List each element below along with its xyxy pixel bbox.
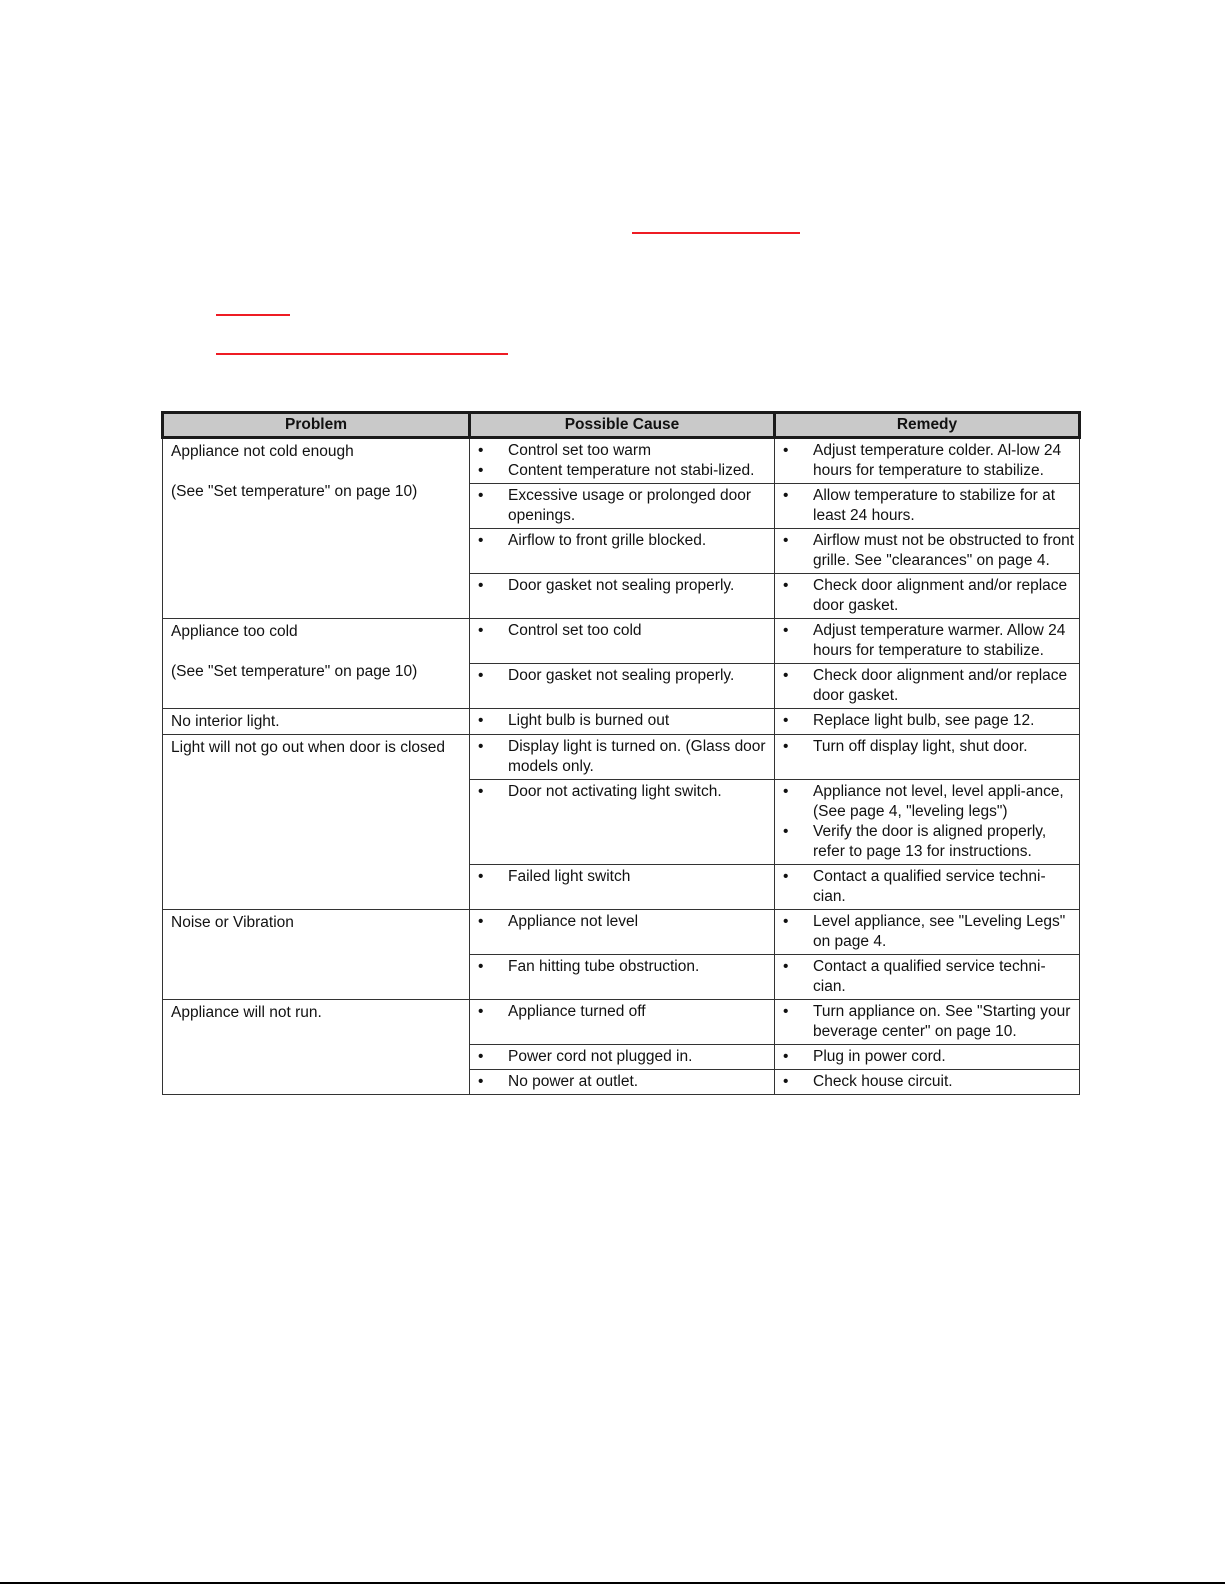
- table-row: [163, 619, 1080, 664]
- remedy-item: • Check door alignment and/or replace door gasket.: [781, 666, 1075, 706]
- cause-cell: [470, 1045, 775, 1070]
- table-row: [163, 910, 1080, 955]
- bullet-list: [781, 441, 1075, 481]
- bullet-list: [781, 486, 1075, 526]
- cause-item: • Appliance turned off: [476, 1002, 770, 1022]
- cause-cell: [470, 709, 775, 735]
- remedy-item: • Appliance not level, level appli-ance, (See page 4, "leveling legs"): [781, 782, 1075, 822]
- cause-cell: [470, 865, 775, 910]
- page-bottom-rule: [0, 1582, 1225, 1584]
- remedy-cell: [775, 709, 1080, 735]
- remedy-item: • Check door alignment and/or replace door gasket.: [781, 576, 1075, 616]
- bullet-list: [476, 867, 770, 887]
- bullet-list: [781, 1047, 1075, 1067]
- bullet-list: [476, 711, 770, 731]
- red-underline-rule: [632, 232, 800, 234]
- bullet-list: [781, 1002, 1075, 1042]
- cause-cell: [470, 438, 775, 484]
- problem-cell: [163, 709, 470, 735]
- cause-item: • Door gasket not sealing properly.: [476, 576, 770, 596]
- remedy-cell: [775, 1070, 1080, 1095]
- remedy-item: • Plug in power cord.: [781, 1047, 1075, 1067]
- bullet-list: [476, 441, 770, 481]
- cause-item: • Airflow to front grille blocked.: [476, 531, 770, 551]
- bullet-list: [781, 1072, 1075, 1092]
- table-row: [163, 709, 1080, 735]
- remedy-item: • Contact a qualified service techni-cian.: [781, 957, 1075, 997]
- cause-cell: [470, 574, 775, 619]
- bullet-list: [781, 531, 1075, 571]
- troubleshooting-table: [161, 411, 1081, 1095]
- cause-item: • Fan hitting tube obstruction.: [476, 957, 770, 977]
- red-underline-rule: [216, 314, 290, 316]
- red-underline-rule: [216, 353, 508, 355]
- bullet-list: [781, 621, 1075, 661]
- cause-item: • Appliance not level: [476, 912, 770, 932]
- problem-note: (See "Set temperature" on page 10): [171, 483, 418, 500]
- problem-text: Appliance too cold: [171, 623, 298, 640]
- remedy-cell: [775, 438, 1080, 484]
- remedy-item: • Check house circuit.: [781, 1072, 1075, 1092]
- cause-cell: [470, 1000, 775, 1045]
- bullet-list: [476, 737, 770, 777]
- bullet-list: [476, 531, 770, 551]
- table-header-row: [163, 413, 1080, 438]
- cause-item: • Control set too cold: [476, 621, 770, 641]
- bullet-list: [476, 957, 770, 977]
- remedy-item: • Verify the door is aligned properly, refer to page 13 for instructions.: [781, 822, 1075, 862]
- header-possible-cause: Possible Cause: [470, 413, 775, 438]
- remedy-cell: [775, 529, 1080, 574]
- problem-text: Light will not go out when door is closed: [171, 739, 445, 756]
- bullet-list: [476, 666, 770, 686]
- remedy-cell: [775, 574, 1080, 619]
- cause-cell: [470, 955, 775, 1000]
- remedy-item: • Adjust temperature colder. Al-low 24 hours for temperature to stabilize.: [781, 441, 1075, 481]
- table-body: [163, 438, 1080, 1095]
- cause-item: • Light bulb is burned out: [476, 711, 770, 731]
- problem-text: Appliance will not run.: [171, 1004, 322, 1021]
- bullet-list: [781, 576, 1075, 616]
- bullet-list: [781, 957, 1075, 997]
- bullet-list: [781, 867, 1075, 907]
- header-problem: Problem: [163, 413, 470, 438]
- bullet-list: [476, 621, 770, 641]
- cause-cell: [470, 735, 775, 780]
- bullet-list: [476, 576, 770, 596]
- remedy-cell: [775, 1045, 1080, 1070]
- cause-cell: [470, 529, 775, 574]
- cause-cell: [470, 1070, 775, 1095]
- remedy-item: • Allow temperature to stabilize for at least 24 hours.: [781, 486, 1075, 526]
- cause-cell: [470, 484, 775, 529]
- problem-note: (See "Set temperature" on page 10): [171, 663, 418, 680]
- problem-text: No interior light.: [171, 713, 280, 730]
- remedy-cell: [775, 664, 1080, 709]
- table-row: [163, 438, 1080, 484]
- problem-cell: [163, 910, 470, 1000]
- problem-cell: [163, 438, 470, 619]
- bullet-list: [476, 486, 770, 526]
- remedy-cell: [775, 484, 1080, 529]
- remedy-item: • Airflow must not be obstructed to front grille. See "clearances" on page 4.: [781, 531, 1075, 571]
- cause-cell: [470, 780, 775, 865]
- remedy-cell: [775, 910, 1080, 955]
- bullet-list: [781, 711, 1075, 731]
- bullet-list: [476, 1047, 770, 1067]
- table-row: [163, 735, 1080, 780]
- remedy-cell: [775, 619, 1080, 664]
- bullet-list: [476, 782, 770, 802]
- remedy-cell: [775, 865, 1080, 910]
- remedy-item: • Level appliance, see "Leveling Legs" on page 4.: [781, 912, 1075, 952]
- bullet-list: [476, 1002, 770, 1022]
- cause-item: • Content temperature not stabi-lized.: [476, 461, 770, 481]
- remedy-item: • Adjust temperature warmer. Allow 24 hours for temperature to stabilize.: [781, 621, 1075, 661]
- cause-item: • Door not activating light switch.: [476, 782, 770, 802]
- cause-item: • Door gasket not sealing properly.: [476, 666, 770, 686]
- remedy-cell: [775, 735, 1080, 780]
- problem-text: Noise or Vibration: [171, 914, 294, 931]
- bullet-list: [781, 782, 1075, 862]
- bullet-list: [476, 912, 770, 932]
- remedy-item: • Contact a qualified service techni-cian.: [781, 867, 1075, 907]
- bullet-list: [781, 737, 1075, 757]
- cause-item: • Excessive usage or prolonged door openings.: [476, 486, 770, 526]
- cause-cell: [470, 910, 775, 955]
- remedy-item: • Turn appliance on. See "Starting your beverage center" on page 10.: [781, 1002, 1075, 1042]
- remedy-item: • Replace light bulb, see page 12.: [781, 711, 1075, 731]
- cause-cell: [470, 619, 775, 664]
- remedy-item: • Turn off display light, shut door.: [781, 737, 1075, 757]
- bullet-list: [781, 666, 1075, 706]
- bullet-list: [781, 912, 1075, 952]
- remedy-cell: [775, 955, 1080, 1000]
- header-remedy: Remedy: [775, 413, 1080, 438]
- bullet-list: [476, 1072, 770, 1092]
- cause-item: • Display light is turned on. (Glass door models only.: [476, 737, 770, 777]
- remedy-cell: [775, 780, 1080, 865]
- problem-text: Appliance not cold enough: [171, 443, 354, 460]
- cause-cell: [470, 664, 775, 709]
- problem-cell: [163, 619, 470, 709]
- problem-cell: [163, 735, 470, 910]
- cause-item: • Failed light switch: [476, 867, 770, 887]
- cause-item: • No power at outlet.: [476, 1072, 770, 1092]
- problem-cell: [163, 1000, 470, 1095]
- cause-item: • Power cord not plugged in.: [476, 1047, 770, 1067]
- table-row: [163, 1000, 1080, 1045]
- cause-item: • Control set too warm: [476, 441, 770, 461]
- remedy-cell: [775, 1000, 1080, 1045]
